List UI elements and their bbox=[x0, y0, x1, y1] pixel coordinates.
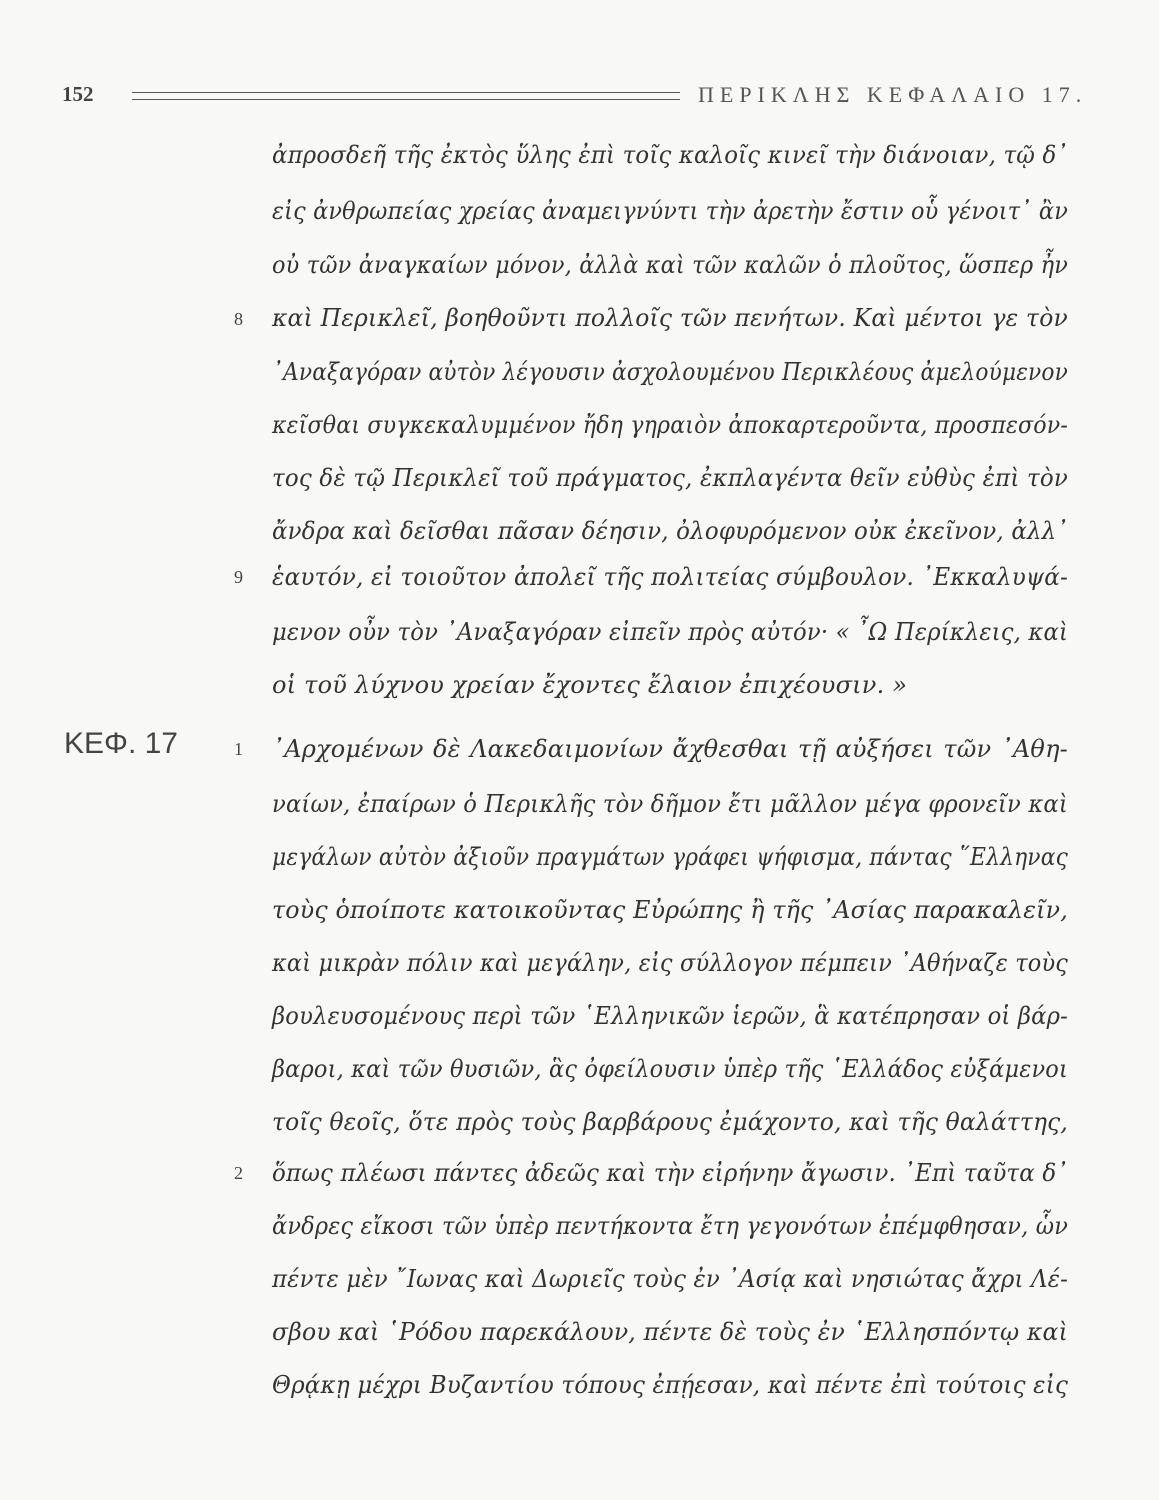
text-line: μενον οὖν τὸν ᾽Αναξαγόραν εἰπεῖν πρὸς αὐτόν· « ῏Ω Περίκλεις, καὶ bbox=[272, 618, 1069, 646]
text-line: μεγάλων αὐτὸν ἀξιοῦν πραγμάτων γράφει ψήφισμα, πάντας ῞Ελληνας bbox=[272, 843, 1069, 871]
text-line: σβου καὶ ῾Ρόδου παρεκάλουν, πέντε δὲ τοὺς ἐν ῾Ελλησπόντῳ καὶ bbox=[272, 1318, 1068, 1346]
header-rule bbox=[132, 92, 680, 100]
text-line: τοῖς θεοῖς, ὅτε πρὸς τοὺς βαρβάρους ἐμάχοντο, καὶ τῆς θαλάττης, bbox=[272, 1108, 1068, 1136]
text-line: βουλευσομένους περὶ τῶν ῾Ελληνικῶν ἱερῶν, ἃ κατέπρησαν οἱ βάρ- bbox=[272, 1002, 1069, 1030]
text-line: εἰς ἀνθρωπείας χρείας ἀναμειγνύντι τὴν ἀρετὴν ἔστιν οὗ γένοιτ᾽ ἂν bbox=[272, 197, 1068, 225]
text-line: οὐ τῶν ἀναγκαίων μόνον, ἀλλὰ καὶ τῶν καλῶν ὁ πλοῦτος, ὥσπερ ἦν bbox=[272, 251, 1068, 279]
text-line: ναίων, ἐπαίρων ὁ Περικλῆς τὸν δῆμον ἔτι μᾶλλον μέγα φρονεῖν καὶ bbox=[272, 790, 1068, 818]
text-line: ᾽Αναξαγόραν αὐτὸν λέγουσιν ἀσχολουμένου Περικλέους ἀμελούμενον bbox=[272, 358, 1068, 386]
text-line: οἱ τοῦ λύχνου χρείαν ἔχοντες ἔλαιον ἐπιχέουσιν. » bbox=[272, 671, 908, 699]
margin-number: 9 bbox=[234, 567, 243, 587]
text-line: ἄνδρα καὶ δεῖσθαι πᾶσαν δέησιν, ὀλοφυρόμενον οὐκ ἐκεῖνον, ἀλλ᾽ bbox=[272, 517, 1069, 545]
margin-number: 2 bbox=[234, 1163, 243, 1183]
page-number: 152 bbox=[62, 82, 94, 106]
page-header bbox=[62, 82, 1102, 118]
chapter-label: ΚΕΦ. 17 bbox=[64, 727, 178, 760]
margin-number: 1 bbox=[234, 739, 243, 759]
text-line: καὶ Περικλεῖ, βοηθοῦντι πολλοῖς τῶν πενήτων. Καὶ μέντοι γε τὸν bbox=[272, 304, 1068, 332]
text-line: τος δὲ τῷ Περικλεῖ τοῦ πράγματος, ἐκπλαγέντα θεῖν εὐθὺς ἐπὶ τὸν bbox=[272, 464, 1069, 492]
text-line: ἀπροσδεῆ τῆς ἐκτὸς ὕλης ἐπὶ τοῖς καλοῖς κινεῖ τὴν διάνοιαν, τῷ δ᾽ bbox=[272, 141, 1069, 169]
text-line: βαροι, καὶ τῶν θυσιῶν, ἃς ὀφείλουσιν ὑπὲρ τῆς ῾Ελλάδος εὐξάμενοι bbox=[272, 1055, 1068, 1083]
text-line: ἄνδρες εἴκοσι τῶν ὑπὲρ πεντήκοντα ἔτη γεγονότων ἐπέμφθησαν, ὧν bbox=[272, 1212, 1069, 1240]
text-line: ὅπως πλέωσι πάντες ἀδεῶς καὶ τὴν εἰρήνην ἄγωσιν. ᾽Επὶ ταῦτα δ᾽ bbox=[272, 1159, 1069, 1187]
text-line: ἑαυτόν, εἰ τοιοῦτον ἀπολεῖ τῆς πολιτείας σύμβουλον. ᾽Εκκαλυψά- bbox=[272, 563, 1069, 591]
running-head: ΠΕΡΙΚΛΗΣ ΚΕΦΑΛΑΙΟ 17. bbox=[698, 82, 1088, 107]
text-line: ᾽Αρχομένων δὲ Λακεδαιμονίων ἄχθεσθαι τῇ αὐξήσει τῶν ᾽Αθη- bbox=[272, 735, 1068, 763]
text-line: κεῖσθαι συγκεκαλυμμένον ἤδη γηραιὸν ἀποκαρτεροῦντα, προσπεσόν- bbox=[272, 411, 1069, 439]
text-line: Θρᾴκῃ μέχρι Βυζαντίου τόπους ἐπῄεσαν, καὶ πέντε ἐπὶ τούτοις εἰς bbox=[272, 1371, 1069, 1399]
text-line: τοὺς ὁποίποτε κατοικοῦντας Εὐρώπης ἢ τῆς ᾽Ασίας παρακαλεῖν, bbox=[272, 896, 1068, 924]
text-line: πέντε μὲν ῎Ιωνας καὶ Δωριεῖς τοὺς ἐν ᾽Ασίᾳ καὶ νησιώτας ἄχρι Λέ- bbox=[272, 1265, 1069, 1293]
margin-number: 8 bbox=[234, 309, 243, 329]
text-line: καὶ μικρὰν πόλιν καὶ μεγάλην, εἰς σύλλογον πέμπειν ᾽Αθήναζε τοὺς bbox=[272, 949, 1069, 977]
